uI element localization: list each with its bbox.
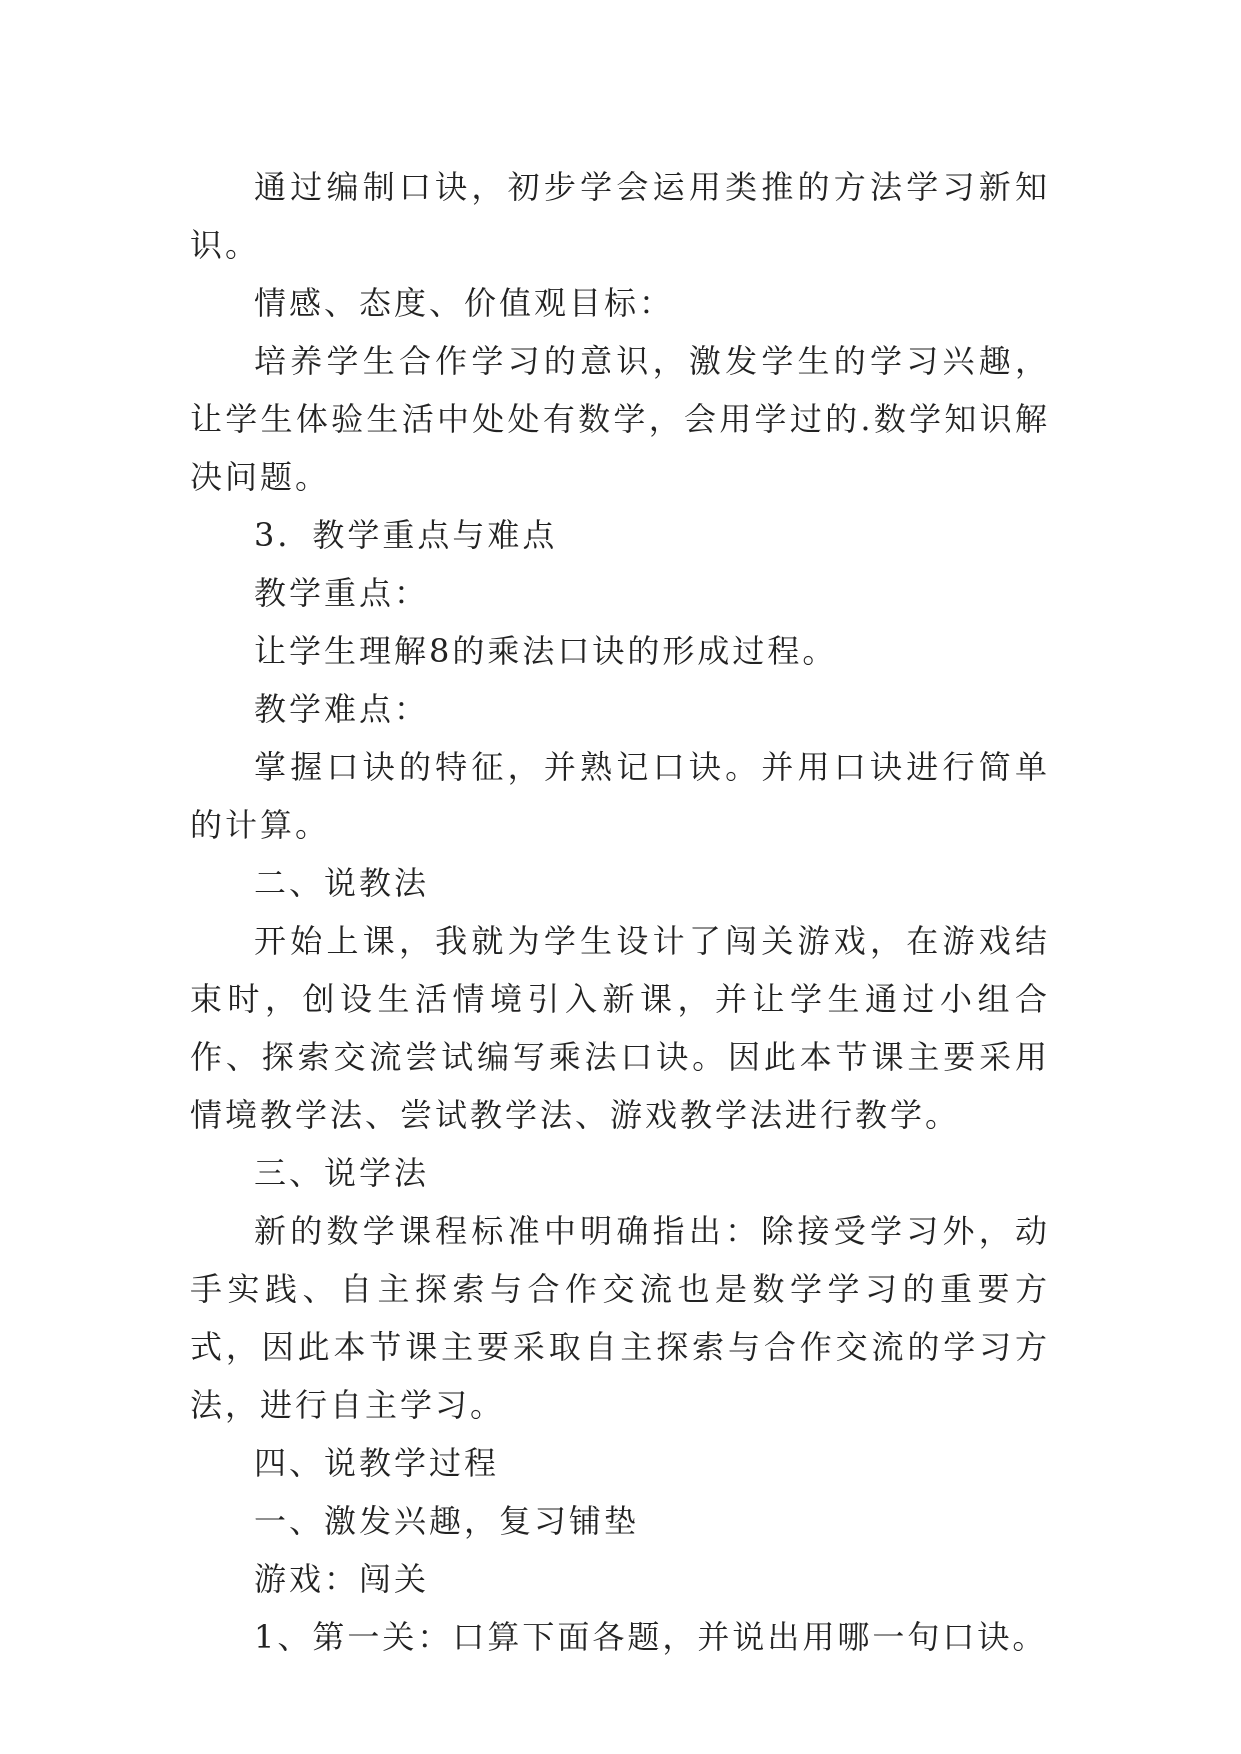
section-heading: 教学重点： bbox=[254, 574, 430, 612]
paragraph: 培养学生合作学习的意识，激发学生的学习兴趣，让学生体验生活中处处有数学，会用学过的.数学知识解决问题。 bbox=[190, 342, 1050, 496]
section-heading: 二、说教法 bbox=[254, 864, 430, 902]
section-heading: 情感、态度、价值观目标： bbox=[254, 284, 675, 322]
paragraph: 让学生理解8的乘法口诀的形成过程。 bbox=[254, 632, 838, 670]
paragraph: 1、第一关：口算下面各题，并说出用哪一句口诀。 bbox=[254, 1618, 1048, 1656]
section-heading: 3．教学重点与难点 bbox=[254, 516, 558, 554]
document-body bbox=[190, 158, 1050, 1666]
section-heading: 一、激发兴趣，复习铺垫 bbox=[254, 1502, 640, 1540]
paragraph: 新的数学课程标准中明确指出：除接受学习外，动手实践、自主探索与合作交流也是数学学习的重要方式，因此本节课主要采取自主探索与合作交流的学习方法，进行自主学习。 bbox=[190, 1212, 1050, 1424]
paragraph: 开始上课，我就为学生设计了闯关游戏，在游戏结束时，创设生活情境引入新课，并让学生通过小组合作、探索交流尝试编写乘法口诀。因此本节课主要采用情境教学法、尝试教学法、游戏教学法进行教学。 bbox=[190, 922, 1050, 1134]
paragraph: 通过编制口诀，初步学会运用类推的方法学习新知识。 bbox=[190, 168, 1050, 264]
paragraph: 掌握口诀的特征，并熟记口诀。并用口诀进行简单的计算。 bbox=[190, 748, 1050, 844]
section-heading: 三、说学法 bbox=[254, 1154, 430, 1192]
section-heading: 四、说教学过程 bbox=[254, 1444, 500, 1482]
paragraph: 游戏：闯关 bbox=[254, 1560, 430, 1598]
section-heading: 教学难点： bbox=[254, 690, 430, 728]
